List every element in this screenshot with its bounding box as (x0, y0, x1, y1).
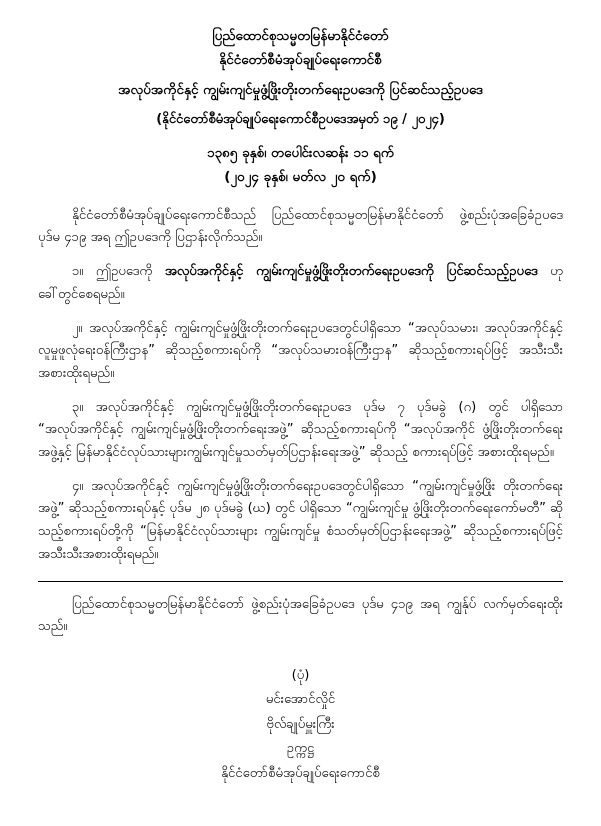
paragraph-text (38, 264, 563, 302)
document-header (38, 26, 563, 188)
paragraph-section-2 (38, 318, 563, 386)
paragraph-text (38, 208, 563, 246)
paragraph-run: နိုင်ငံတော်စီမံအုပ်ချုပ်ရေးကောင်စီသည် ပြည်ထောင်စုသမ္မတမြန်မာနိုင်ငံတော် ဖွဲ့စည်းပုံအခြေခံဥပဒေ ပုဒ်မ ၄၁၉ အရ ဤဥပဒေကို ပြဌာန်းလိုက်သည်။ (38, 207, 563, 246)
document-body (38, 205, 563, 567)
paragraph-emphasis: အလုပ်အကိုင်နှင့် ကျွမ်းကျင်မှုဖွံ့ဖြိုးတိုးတက်ရေးဥပဒေကို ပြင်ဆင်သည့်ဥပဒေ (164, 264, 538, 280)
paragraph-section-4 (38, 476, 563, 567)
paragraph-section-3 (38, 397, 563, 465)
header-date-gregorian: (၂၀၂၄ ခုနှစ်၊ မတ်လ ၂၀ ရက်) (224, 168, 377, 185)
signature-name: မင်းအောင်လှိုင် (265, 692, 336, 708)
header-law-number: (နိုင်ငံတော်စီမံအုပ်ချုပ်ရေးကောင်စီဥပဒေအမှတ် ၁၉ / ၂၀၂၄) (156, 111, 445, 127)
paragraph-run: ၃။ အလုပ်အကိုင်နှင့် ကျွမ်းကျင်မှုဖွံ့ဖြိုးတိုးတက်ရေးဥပဒေ ပုဒ်မ ၇ ပုဒ်မခွဲ (ဂ) တွင် ပါရှိသော “အလုပ်အကိုင်နှင့် ကျွမ်းကျင်မှုဖွံ့ဖြိုးတိုးတက်ရေးအဖွဲ့” ဆိုသည့်စကားရပ်ကို “အလုပ်အကိုင် ဖွံ့ဖြိုးတိုးတက်ရေးအဖွဲ့နှင့် မြန်မာနိုင်ငံလုပ်သားများကျွမ်းကျင်မှုသတ်မှတ်ပြဌာန်းရေးအဖွဲ့” ဆိုသည့် စကားရပ်ဖြင့် အစားထိုးရမည်။ (38, 399, 563, 461)
closing-statement: ပြည်ထောင်စုသမ္မတမြန်မာနိုင်ငံတော် ဖွဲ့စည်းပုံအခြေခံဥပဒေ ပုဒ်မ ၄၁၉ အရ ကျွန်ုပ် လက်မှတ်ရေးထိုးသည်။ (38, 596, 563, 635)
signature-organisation: နိုင်ငံတော်စီမံအုပ်ချုပ်ရေးကောင်စီ (221, 765, 380, 781)
signature-title: ဥက္ကဋ္ဌ (286, 741, 315, 757)
signature-seal: (ပုံ) (291, 668, 310, 683)
paragraph-run: ၁။ ဤဥပဒေကို (72, 264, 165, 280)
section-divider (38, 581, 563, 582)
header-country-line: ပြည်ထောင်စုသမ္မတမြန်မာနိုင်ငံတော် (212, 28, 389, 44)
paragraph-text (38, 400, 563, 460)
header-law-title: အလုပ်အကိုင်နှင့် ကျွမ်းကျင်မှုဖွံ့ဖြိုးတိုးတက်ရေးဥပဒေကို ပြင်ဆင်သည့်ဥပဒေ (118, 81, 483, 98)
paragraph-preamble (38, 205, 563, 250)
signature-rank: ဗိုလ်ချုပ်မှူးကြီး (266, 716, 335, 732)
paragraph-text (38, 479, 563, 562)
paragraph-text (38, 321, 563, 381)
header-date-myanmar: ၁၃၈၅ ခုနှစ်၊ တပေါင်းလဆန်း ၁၁ ရက် (206, 144, 395, 161)
signature-block (38, 665, 563, 785)
header-council-line: နိုင်ငံတော်စီမံအုပ်ချုပ်ရေးကောင်စီ (219, 51, 382, 68)
paragraph-run: ၄။ အလုပ်အကိုင်နှင့် ကျွမ်းကျင်မှုဖွံ့ဖြိုးတိုးတက်ရေးဥပဒေတွင်ပါရှိသော “ကျွမ်းကျင်မှုဖွံ့ဖြိုး တိုးတက်ရေးအဖွဲ့” ဆိုသည့်စကားရပ်နှင့် ပုဒ်မ ၂၈ ပုဒ်မခွဲ (ဃ) တွင် ပါရှိသော “ကျွမ်းကျင်မှု ဖွံ့ဖြိုးတိုးတက်ရေးကော်မတီ” ဆိုသည့်စကားရပ်တို့ကို “မြန်မာနိုင်ငံလုပ်သားများ ကျွမ်းကျင်မှု စံသတ်မှတ်ပြဌာန်းရေးအဖွဲ့” ဆိုသည့်စကားရပ်ဖြင့် အသီးသီးအစားထိုးရမည်။ (38, 478, 563, 562)
paragraph-section-1 (38, 261, 563, 306)
paragraph-run: ဟု ခေါ်တွင်စေရမည်။ (38, 264, 563, 302)
paragraph-run: ၂။ အလုပ်အကိုင်နှင့် ကျွမ်းကျင်မှုဖွံ့ဖြိုးတိုးတက်ရေးဥပဒေတွင်ပါရှိသော “အလုပ်သမား၊ အလုပ်အကိုင်နှင့် လူမှုဖူလုံရေးဝန်ကြီးဌာန” ဆိုသည့်စကားရပ်ကို “အလုပ်သမားဝန်ကြီးဌာန” ဆိုသည့်စကားရပ်ဖြင့် အသီးသီးအစားထိုးရမည်။ (38, 320, 563, 381)
